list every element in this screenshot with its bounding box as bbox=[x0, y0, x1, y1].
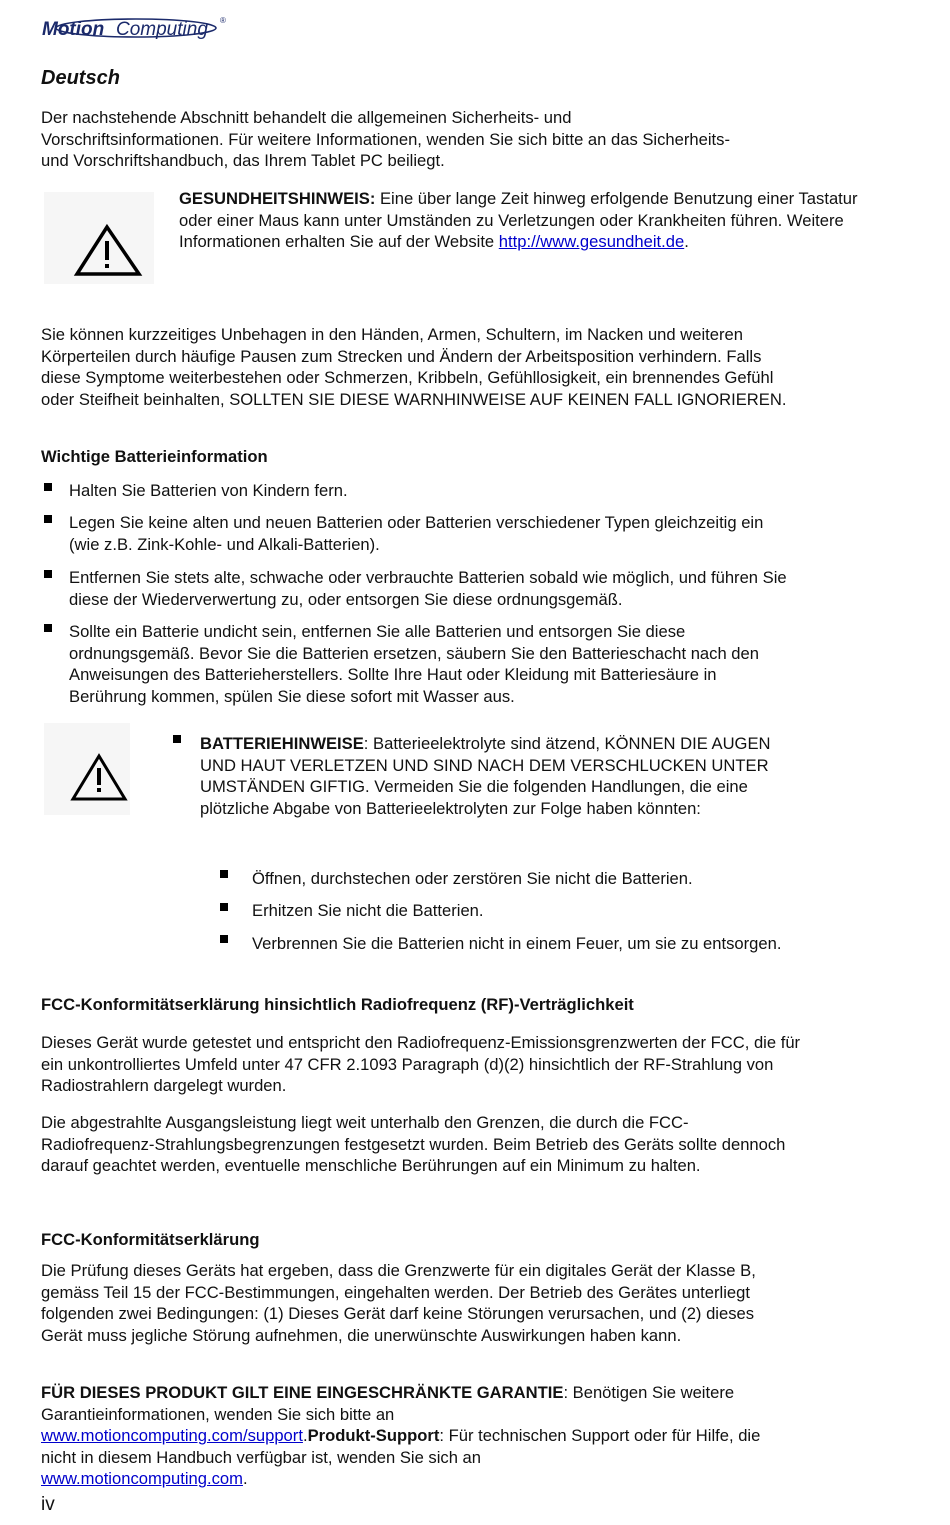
warning-triangle-icon bbox=[44, 723, 130, 815]
battery-warning-item: Öffnen, durchstechen oder zerstören Sie nicht die Batterien. bbox=[252, 869, 693, 888]
product-support-text: : Für technischen Support oder für Hilfe, die nicht in diesem Handbuch verfügbar ist, wenden Sie sich an bbox=[41, 1426, 761, 1467]
health-warning-icon-box bbox=[44, 192, 154, 284]
bullet-icon bbox=[44, 483, 52, 491]
battery-warning-label: BATTERIEHINWEISE bbox=[200, 734, 364, 753]
bullet-icon bbox=[220, 903, 228, 911]
company-logo bbox=[40, 8, 232, 44]
battery-warning-body: : Batterieelektrolyte sind ätzend, KÖNNEN DIE AUGEN UND HAUT VERLETZEN UND SIND NACH DEM VERSCHLUCKEN UNTER UMSTÄNDEN GIFTIG. Vermeiden Sie die folgenden Handlungen, die eine plötzliche Abgabe von Batterieelektrolyten zur Folge haben könnten: bbox=[200, 734, 771, 818]
page-heading: Deutsch bbox=[41, 67, 120, 89]
fcc-paragraph: Die Prüfung dieses Geräts hat ergeben, dass die Grenzwerte für ein digitales Gerät der Klasse B, gemäss Teil 15 der FCC-Bestimmungen, eingehalten werden. Der Betrieb des Gerätes unterliegt folgenden zwei Bedingungen: (1) Dieses Gerät darf keine Störungen verursachen, und (2) dieses Gerät muss jegliche Störung aufnehmen, die unerwünschte Auswirkungen haben kann. bbox=[41, 1261, 756, 1345]
discomfort-paragraph: Sie können kurzzeitiges Unbehagen in den Händen, Armen, Schultern, im Nacken und weiteren Körperteilen durch häufige Pausen zum Strecken und Ändern der Arbeitsposition verhindern. Falls diese Symptome weiterbestehen oder Schmerzen, Kribbeln, Gefühllosigkeit, ein brennendes Gefühl oder Steifheit beinhalten, SOLLTEN SIE DIESE WARNHINWEISE AUF KEINEN FALL IGNORIEREN. bbox=[41, 325, 787, 409]
bullet-icon bbox=[220, 870, 228, 878]
warranty-label: FÜR DIESES PRODUKT GILT EINE EINGESCHRÄNKTE GARANTIE bbox=[41, 1383, 564, 1402]
battery-section-title: Wichtige Batterieinformation bbox=[41, 447, 268, 466]
logo-motion-text: Motion bbox=[42, 19, 105, 40]
health-warning-label: GESUNDHEITSHINWEIS: bbox=[179, 189, 376, 208]
support-link[interactable]: www.motioncomputing.com/support bbox=[41, 1426, 303, 1446]
health-warning-text bbox=[179, 188, 889, 253]
fcc-rf-paragraph-2: Die abgestrahlte Ausgangsleistung liegt weit unterhalb den Grenzen, die durch die FCC-Radiofrequenz-Strahlungsbegrenzungen festgesetzt wurden. Beim Betrieb des Geräts sollte dennoch darauf geachtet werden, eventuelle menschliche Berührungen auf ein Minimum zu halten. bbox=[41, 1113, 786, 1176]
battery-warning-item: Erhitzen Sie nicht die Batterien. bbox=[252, 901, 484, 920]
battery-warning-icon-box bbox=[44, 723, 130, 815]
warranty-text: : Benötigen Sie weitere Garantieinformationen, wenden Sie sich bitte an bbox=[41, 1383, 735, 1424]
motion-computing-logo bbox=[40, 8, 232, 44]
health-warning-end: . bbox=[684, 232, 689, 252]
battery-item: Sollte ein Batterie undicht sein, entfernen Sie alle Batterien und entsorgen Sie diese ordnungsgemäß. Bevor Sie die Batterien ersetzen, säubern Sie den Batterieschacht nach den Anweisungen des Batterieherstellers. Sollte Ihre Haut oder Kleidung mit Batteriesäure in Berührung kommen, spülen Sie diese sofort mit Wasser aus. bbox=[69, 622, 759, 706]
bullet-icon bbox=[44, 515, 52, 523]
warning-triangle-icon bbox=[44, 192, 154, 284]
battery-warning-item: Verbrennen Sie die Batterien nicht in einem Feuer, um sie zu entsorgen. bbox=[252, 934, 782, 953]
battery-warning-text bbox=[200, 733, 790, 819]
page-number: iv bbox=[41, 1494, 55, 1515]
battery-item: Legen Sie keine alten und neuen Batterien oder Batterien verschiedener Typen gleichzeitig ein (wie z.B. Zink-Kohle- und Alkali-Batterien). bbox=[69, 513, 764, 554]
warranty-end: . bbox=[242, 1469, 248, 1489]
bullet-icon bbox=[173, 735, 181, 743]
product-support-label: Produkt-Support bbox=[307, 1426, 440, 1446]
fcc-rf-paragraph-1: Dieses Gerät wurde getestet und entspricht den Radiofrequenz-Emissionsgrenzwerten der FCC, die für ein unkontrolliertes Umfeld unter 47 CFR 2.1093 Paragraph (d)(2) hinsichtlich der RF-Strahlung von Radiostrahlern dargelegt wurden. bbox=[41, 1033, 801, 1096]
fcc-title: FCC-Konformitätserklärung bbox=[41, 1230, 260, 1249]
health-website-link[interactable]: http://www.gesundheit.de bbox=[498, 232, 685, 252]
bullet-icon bbox=[220, 935, 228, 943]
bullet-icon bbox=[44, 624, 52, 632]
battery-item: Halten Sie Batterien von Kindern fern. bbox=[69, 481, 348, 500]
warranty-paragraph bbox=[41, 1382, 791, 1490]
logo-computing-text: Computing bbox=[116, 19, 208, 40]
health-warning-body: Eine über lange Zeit hinweg erfolgende Benutzung einer Tastatur oder einer Maus kann unter Umständen zu Verletzungen oder Krankheiten führen. Weitere Informationen erhalten Sie auf der Website bbox=[179, 189, 858, 252]
logo-registered-mark: ® bbox=[220, 16, 226, 25]
website-link[interactable]: www.motioncomputing.com bbox=[41, 1469, 243, 1489]
intro-paragraph: Der nachstehende Abschnitt behandelt die allgemeinen Sicherheits- und Vorschriftsinformationen. Für weitere Informationen, wenden Sie sich bitte an das Sicherheits- und Vorschriftshandbuch, das Ihrem Tablet PC beiliegt. bbox=[41, 108, 730, 171]
battery-item: Entfernen Sie stets alte, schwache oder verbrauchte Batterien sobald wie möglich, und führen Sie diese der Wiederverwertung zu, oder entsorgen Sie diese ordnungsgemäß. bbox=[69, 568, 787, 609]
bullet-icon bbox=[44, 570, 52, 578]
warranty-separator: . bbox=[302, 1426, 308, 1446]
fcc-rf-title: FCC-Konformitätserklärung hinsichtlich Radiofrequenz (RF)-Verträglichkeit bbox=[41, 995, 634, 1014]
